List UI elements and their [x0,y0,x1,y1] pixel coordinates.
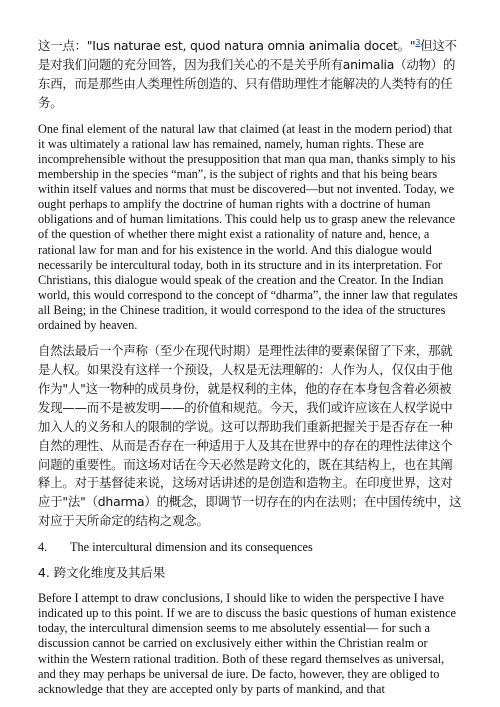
section-heading-zh: 4. 跨文化维度及其后果 [38,565,166,581]
paragraph-zh-1 [38,33,462,113]
paragraph-zh-1-lead: 这一点："Ius naturae est, quod natura omnia animalia docet。" [38,38,416,54]
paragraph-en-2: One final element of the natural law that claimed (at least in the modern period) that it was ultimately a rational law has remained, namely, human rights. These are incomprehensible without the presupposition that man qua man, thanks simply to his membership in the species “man”, is the subject of rights and that his being bears within itself values and norms that must be discovered—but not invented. Today, we ought perhaps to amplify the doctrine of human rights with a doctrine of human obligations and of human limitations. This could help us to grasp anew the relevance of the question of whether there might exist a rationality of nature and, hence, a rational law for man and for his existence in the world. And this dialogue would necessarily be intercultural today, both in its structure and in its interpretation. For Christians, this dialogue would speak of the creation and the Creator. In the Indian world, this would correspond to the concept of “dharma”, the inner law that regulates all Being; in the Chinese tradition, it would correspond to the idea of the structures ordained by heaven. [38,121,458,332]
spacer [38,555,462,564]
paragraph-zh-3: 自然法最后一个声称（至少在现代时期）是理性法律的要素保留了下来，那就是人权。如果没有这样一个预设，人权是无法理解的：人作为人，仅仅由于他作为"人"这一物种的成员身份，就是权利的主体，他的存在本身包含着必须被发现——而不是被发明——的价值和规范。今天，我们或许应该在人权学说中加入人的义务和人的限制的学说。这可以帮助我们重新把握关于是否存在一种自然的理性、从而是否存在一种适用于人及其在世界中的存在的理性法律这个问题的重要性。而这场对话在今天必然是跨文化的，既在其结构上，也在其阐释上。对于基督徒来说，这场对话讲述的是创造和造物主。在印度世界，这对应于"法"（dharma）的概念，即调节一切存在的内在法则；在中国传统中，这对应于天所命定的结构之观念。 [38,343,462,529]
paragraph-en-4: Before I attempt to draw conclusions, I should like to widen the perspective I have indicated up to this point. If we are to discuss the basic questions of human existence today, the intercultural dimension seems to me absolutely essential— for such a discussion cannot be carried on exclusively either within the Christian realm or within the Western rational tradition. Both of these regard themselves as universal, and they may perhaps be universal de iure. De facto, however, they are obliged to acknowledge that they are accepted only by parts of mankind, and that [38,591,456,696]
spacer [38,333,462,342]
spacer [38,582,462,591]
document-page [38,33,462,697]
section-heading-en [38,540,462,555]
spacer [38,113,462,122]
section-title-en: The intercultural dimension and its consequences [70,540,313,555]
section-number: 4. [38,540,48,555]
footnote-link-3[interactable]: 3 [415,38,421,47]
spacer [38,531,462,540]
paragraph-zh-1-rest: 但这不是对我们问题的充分回答，因为我们关心的不是关乎所有animalia（动物）的东西，而是那些由人类理性所创造的、只有借助理性才能解决的人类特有的任务。 [38,38,457,110]
